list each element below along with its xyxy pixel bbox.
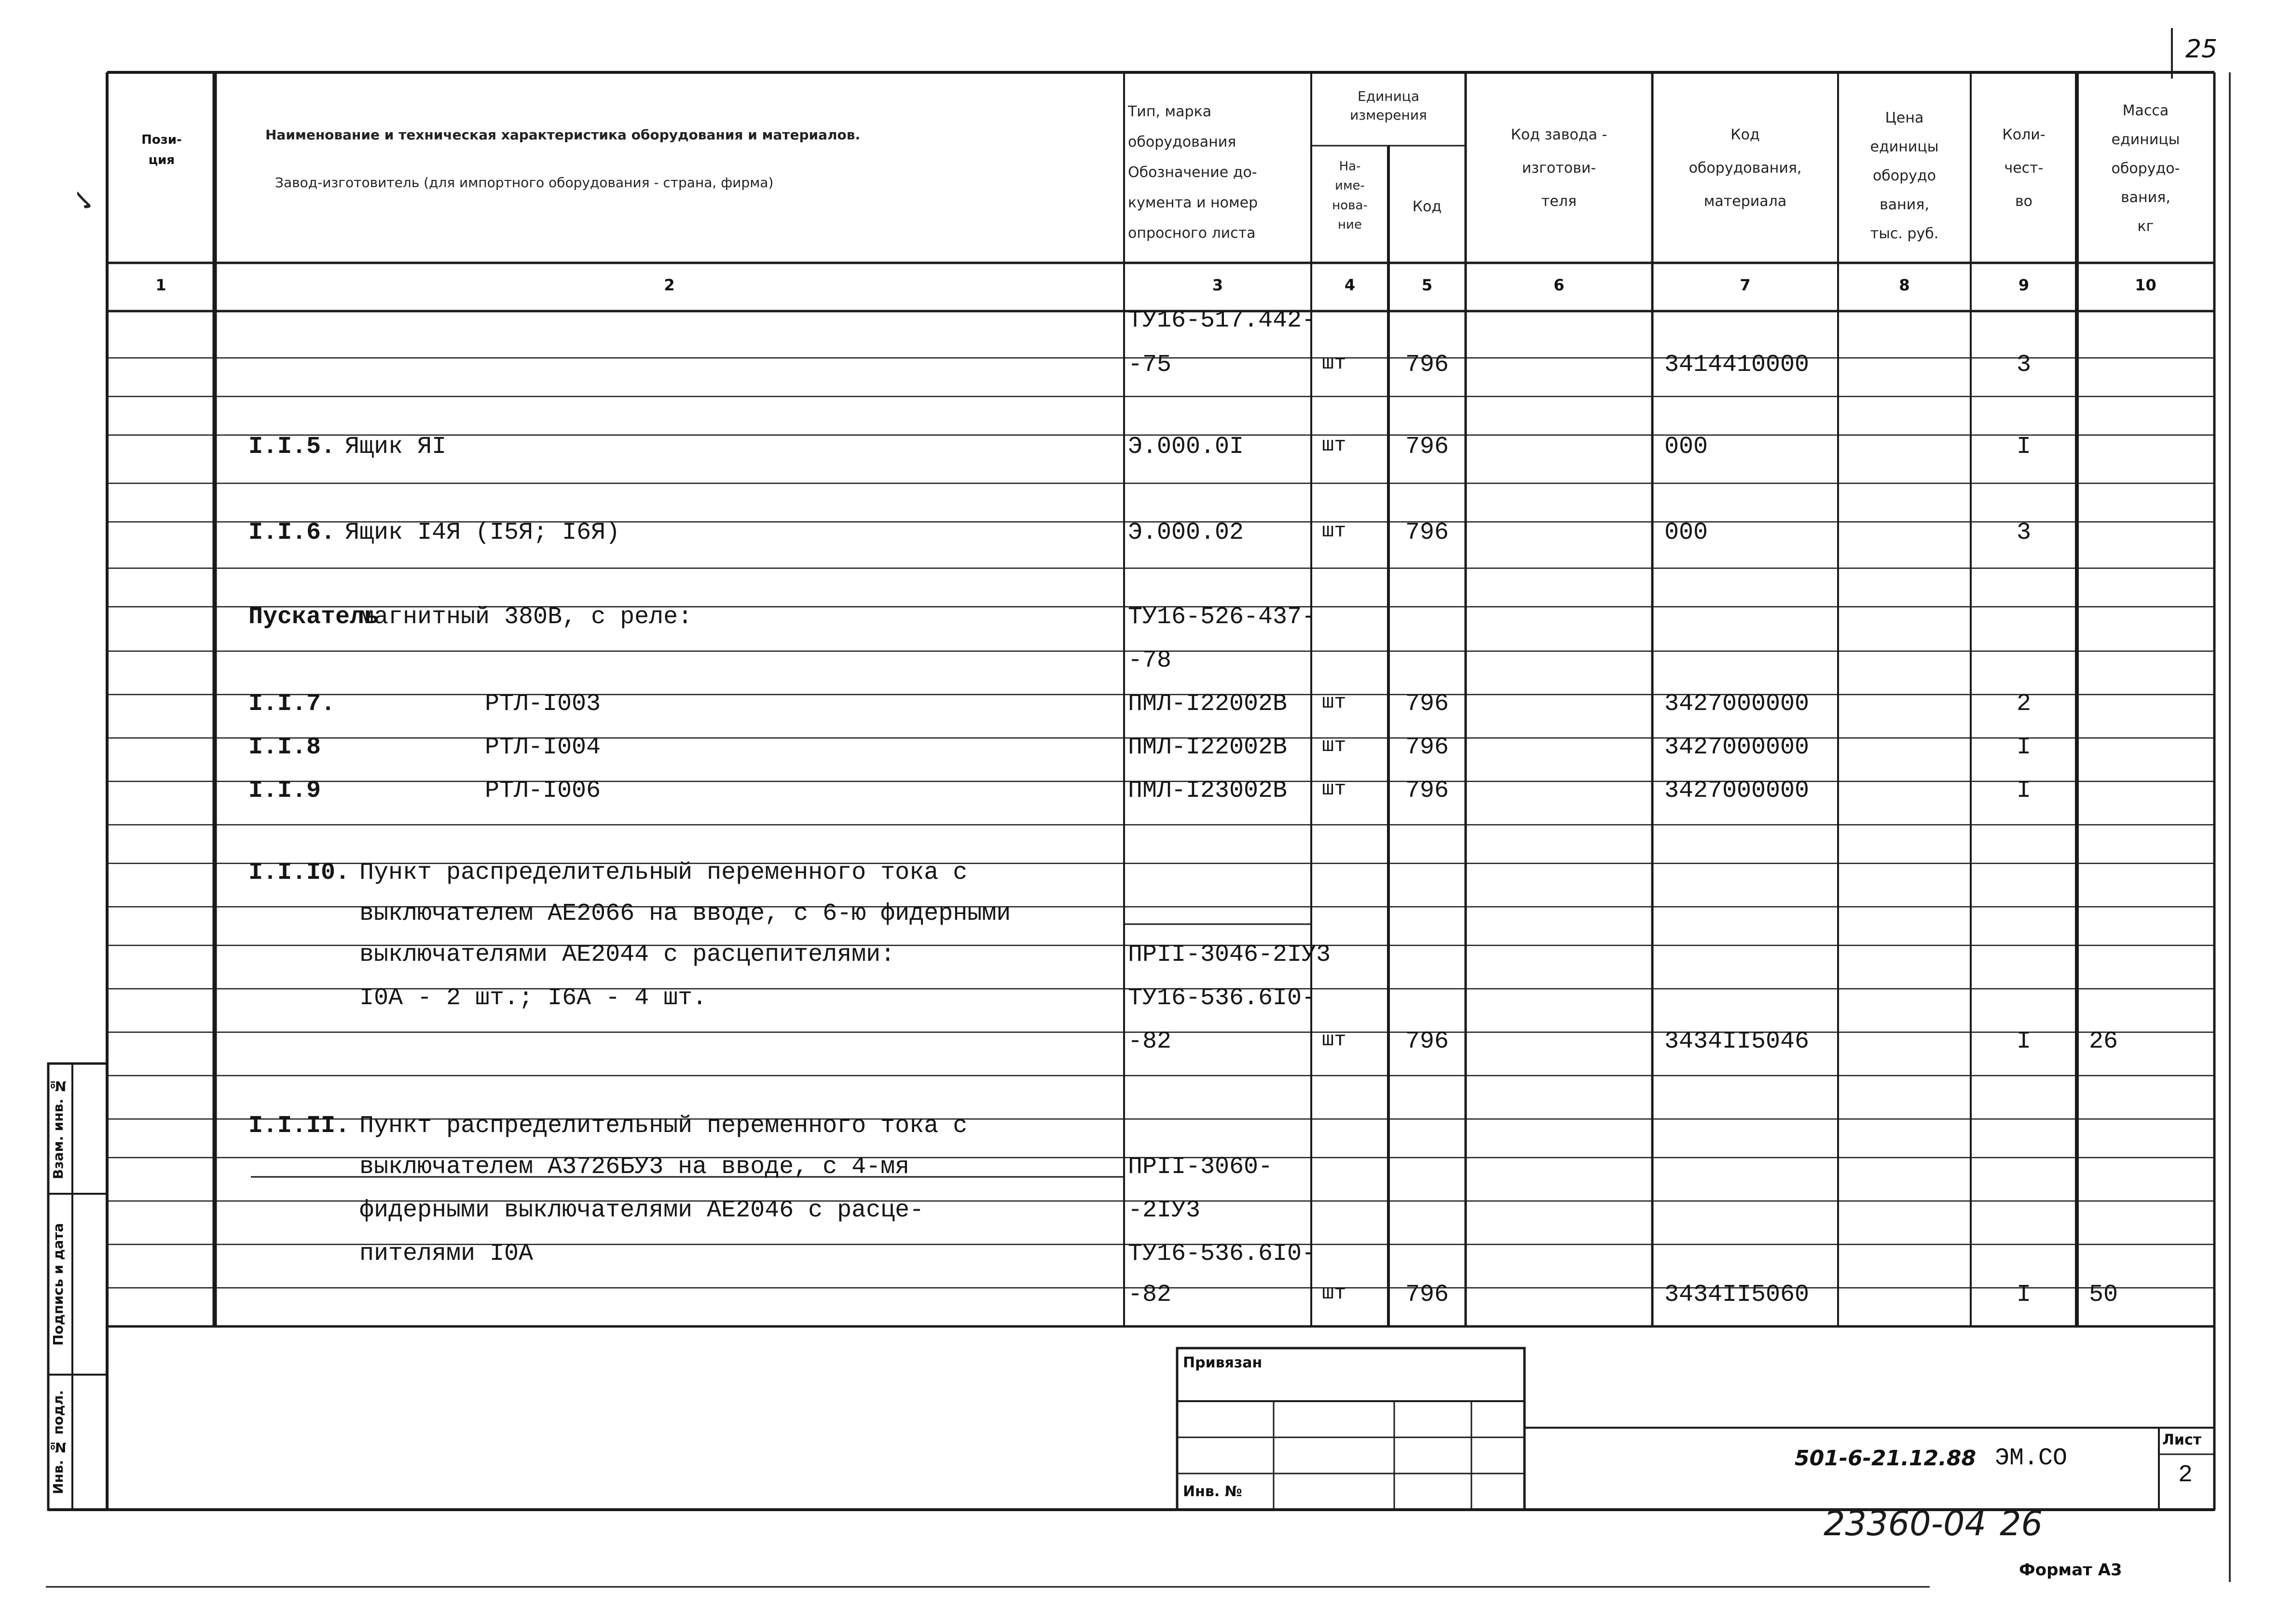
- cell-name: выключателем А3726БУ3 на вводе, с 4-мя: [359, 1153, 910, 1181]
- col-number: 4: [1344, 276, 1356, 294]
- cell-unit: шт: [1322, 1028, 1346, 1051]
- col-number: 7: [1740, 276, 1751, 294]
- cell-type: ТУ16-536.6I0-: [1128, 1240, 1317, 1268]
- col-number: 5: [1421, 276, 1433, 294]
- side-label-inv: Инв. № подл.: [50, 1390, 66, 1494]
- doc-mark: ЭМ.СО: [1995, 1445, 2068, 1472]
- header-unit: Единица измерения: [1350, 88, 1427, 123]
- cell-pos: I.I.I0.: [248, 859, 350, 887]
- cell-qty: I: [2016, 734, 2031, 761]
- cell-qty: I: [2016, 1028, 2031, 1055]
- archive-number-2: 26: [2000, 1504, 2043, 1543]
- col-number: 8: [1899, 276, 1910, 294]
- cell-mat: 3434II5046: [1664, 1028, 1810, 1055]
- cell-name: пителями I0А: [359, 1240, 534, 1268]
- cell-type: -82: [1128, 1281, 1172, 1309]
- cell-mat: 000: [1664, 433, 1708, 461]
- header-col1: Пози- ция: [141, 133, 182, 167]
- cell-qty: I: [2016, 1281, 2031, 1309]
- cell-name: выключателями АЕ2044 с расцепителями:: [359, 941, 895, 969]
- header-col4: На- име- нова- ние: [1332, 159, 1368, 232]
- header-col8: Цена единицы оборудо вания, тыс. руб.: [1870, 109, 1939, 242]
- side-label-replace: Взам. инв. №: [50, 1078, 66, 1179]
- cell-type: -2IУ3: [1128, 1197, 1201, 1224]
- cell-name: Ящик I4Я (I5Я; I6Я): [345, 519, 620, 546]
- doc-code: 501-6-21.12.88: [1795, 1446, 1977, 1471]
- cell-unit: шт: [1322, 352, 1346, 375]
- header-col3: Тип, марка оборудования Обозначение до- кумента и номер опросного листа: [1128, 103, 1258, 242]
- cell-pos: Пускатель: [248, 603, 379, 631]
- cell-type: ПМЛ-I22002В: [1128, 690, 1288, 718]
- cell-name: РТЛ-I006: [485, 777, 601, 805]
- col-number: 9: [2018, 276, 2030, 294]
- header-col5: Код: [1412, 198, 1442, 215]
- cell-unit: шт: [1322, 691, 1346, 714]
- cell-qty: 2: [2016, 690, 2031, 718]
- cell-code: 796: [1405, 690, 1449, 718]
- header-col2-line2: Завод-изготовитель (для импортного оборудования - страна, фирма): [275, 175, 774, 191]
- cell-unit: шт: [1322, 519, 1346, 543]
- cell-unit: шт: [1322, 778, 1346, 801]
- header-col7: Код оборудования, материала: [1689, 126, 1802, 210]
- cell-mat: 3427000000: [1664, 690, 1810, 718]
- cell-code: 796: [1405, 433, 1449, 461]
- cell-name: Пункт распределительный переменного тока с: [359, 859, 968, 887]
- cell-code: 796: [1405, 777, 1449, 805]
- cell-mat: 3427000000: [1664, 777, 1810, 805]
- cell-type: -75: [1128, 351, 1172, 379]
- cell-mat: 3427000000: [1664, 734, 1810, 761]
- cell-pos: I.I.7.: [248, 690, 336, 718]
- side-label-sign: Подпись и дата: [50, 1223, 66, 1346]
- header-col6: Код завода - изготови- теля: [1510, 126, 1607, 210]
- col-number: 2: [664, 276, 675, 294]
- col-number: 6: [1553, 276, 1565, 294]
- cell-code: 796: [1405, 519, 1449, 546]
- cell-type: ПМЛ-I23002В: [1128, 777, 1288, 805]
- cell-code: 796: [1405, 1028, 1449, 1055]
- cell-type: Э.000.02: [1128, 519, 1244, 546]
- cell-unit: шт: [1322, 734, 1346, 757]
- cell-pos: I.I.II.: [248, 1112, 350, 1140]
- cell-qty: I: [2016, 777, 2031, 805]
- cell-qty: 3: [2016, 351, 2031, 379]
- cell-type: ПРII-3060-: [1128, 1153, 1273, 1181]
- cell-qty: I: [2016, 433, 2031, 461]
- cell-mat: 000: [1664, 519, 1708, 546]
- cell-name: I0А - 2 шт.; I6А - 4 шт.: [359, 984, 707, 1012]
- cell-type: ТУ16-517.442-: [1128, 307, 1317, 334]
- cell-type: ПМЛ-I22002В: [1128, 734, 1288, 761]
- cell-name: Пункт распределительный переменного тока с: [359, 1112, 968, 1140]
- cell-mat: 3414410000: [1664, 351, 1810, 379]
- handwritten-mark: ✓: [66, 185, 103, 215]
- cell-name: фидерными выключателями АЕ2046 с расце-: [359, 1197, 924, 1224]
- sheet-label: Лист: [2162, 1432, 2202, 1448]
- cell-type: ТУ16-526-437-: [1128, 603, 1317, 631]
- cell-mass: 50: [2089, 1281, 2118, 1309]
- cell-pos: I.I.9: [248, 777, 321, 805]
- format-label: Формат А3: [2019, 1560, 2122, 1580]
- cell-name: выключателем АЕ2066 на вводе, с 6-ю фидерными: [359, 900, 1011, 928]
- header-col2-line1: Наименование и техническая характеристика оборудования и материалов.: [265, 127, 861, 143]
- cell-type: -78: [1128, 647, 1172, 674]
- cell-type: ТУ16-536.6I0-: [1128, 984, 1317, 1012]
- cell-name: РТЛ-I003: [485, 690, 601, 718]
- cell-type: ПРII-3046-2IУ3: [1128, 941, 1331, 969]
- cell-type: Э.000.0I: [1128, 433, 1244, 461]
- cell-name: РТЛ-I004: [485, 734, 601, 761]
- page-number: 25: [2185, 35, 2218, 64]
- cell-mass: 26: [2089, 1028, 2118, 1055]
- cell-code: 796: [1405, 734, 1449, 761]
- cell-code: 796: [1405, 1281, 1449, 1309]
- cell-pos: I.I.8: [248, 734, 321, 761]
- inv-label: Инв. №: [1183, 1483, 1242, 1500]
- cell-code: 796: [1405, 351, 1449, 379]
- cell-unit: шт: [1322, 434, 1346, 457]
- cell-pos: I.I.5.: [248, 433, 336, 461]
- cell-type: -82: [1128, 1028, 1172, 1055]
- cell-name: Ящик ЯI: [345, 433, 447, 461]
- col-number: 3: [1212, 276, 1223, 294]
- sheet-number: 2: [2178, 1461, 2193, 1489]
- cell-unit: шт: [1322, 1282, 1346, 1305]
- cell-name: магнитный 380В, с реле:: [359, 603, 693, 631]
- header-col9: Коли- чест- во: [2002, 126, 2046, 210]
- cell-mat: 3434II5060: [1664, 1281, 1810, 1309]
- header-col10: Масса единицы оборудо- вания, кг: [2111, 102, 2180, 235]
- cell-pos: I.I.6.: [248, 519, 336, 546]
- col-number: 1: [155, 276, 166, 294]
- cell-qty: 3: [2016, 519, 2031, 546]
- archive-number: 23360-04: [1824, 1504, 1987, 1543]
- bound-label: Привязан: [1183, 1354, 1263, 1371]
- col-number: 10: [2135, 276, 2156, 294]
